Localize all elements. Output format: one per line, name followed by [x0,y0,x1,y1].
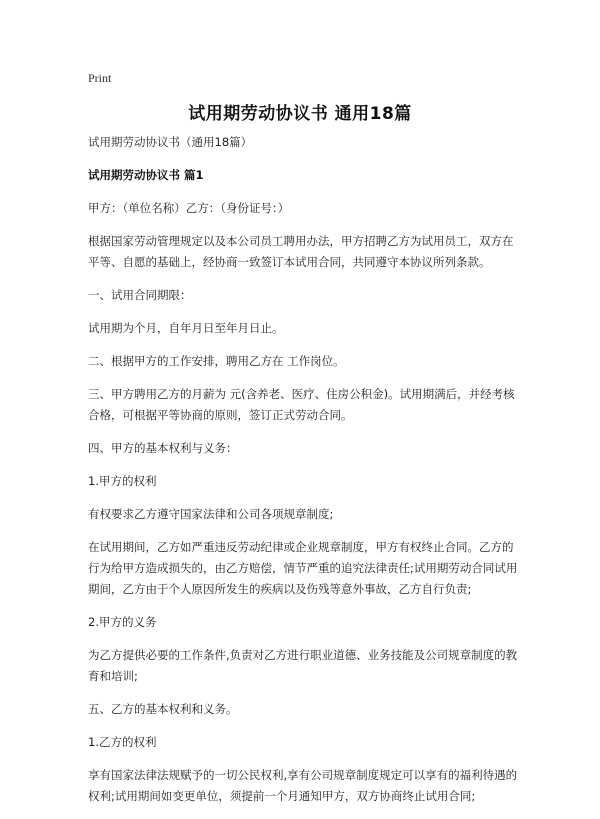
subtitle-paragraph: 试用期劳动协议书（通用18篇） [88,135,253,149]
clause-heading-1: 一、试用合同期限： [88,288,192,302]
preamble-paragraph: 根据国家劳动管理规定以及本公司员工聘用办法，甲方招聘乙方为试用员工，双方在平等、自愿的基础上，经协商一致签订本试用合同，共同遵守本协议所列条款。 [88,234,514,269]
clause-heading-4: 四、甲方的基本权利与义务： [88,441,238,455]
clause-heading-3: 三、甲方聘用乙方的月薪为 元(含养老、医疗、住房公积金)。试用期满后，并经考核合格，可根据平等协商的原则，签订正式劳动合同。 [88,387,515,422]
document-title: 试用期劳动协议书 通用18篇 [188,104,412,124]
clause-text: 享有国家法律法规赋予的一切公民权利,享有公司规章制度规定可以享有的福利待遇的权利;试用期间如变更单位，须提前一个月通知甲方，双方协商终止试用合同; [88,768,518,803]
parties-line: 甲方：（单位名称）乙方：（身份证号：） [88,201,290,215]
print-label[interactable]: Print [88,71,112,85]
clause-text: 有权要求乙方遵守国家法律和公司各项规章制度; [88,507,334,521]
document-body [88,132,520,819]
clause-text: 在试用期间，乙方如严重违反劳动纪律或企业规章制度，甲方有权终止合同。乙方的行为给甲方造成损失的，由乙方赔偿，情节严重的追究法律责任;试用期劳动合同试用期间，乙方由于个人原因所发生的疾病以及伤残等意外事故，乙方自行负责; [88,540,518,596]
section-heading: 试用期劳动协议书 篇1 [88,168,204,182]
clause-text: 试用期为个月，自年月日至年月日止。 [88,321,284,335]
clause-heading-5: 五、乙方的基本权利和义务。 [88,702,238,716]
clause-text: 为乙方提供必要的工作条件,负责对乙方进行职业道德、业务技能及公司规章制度的教育和培训; [88,648,518,683]
sub-heading: 1.甲方的权利 [88,474,157,488]
clause-heading-2: 二、根据甲方的工作安排，聘用乙方在 工作岗位。 [88,354,345,368]
sub-heading: 2.甲方的义务 [88,615,157,629]
sub-heading: 1.乙方的权利 [88,735,157,749]
